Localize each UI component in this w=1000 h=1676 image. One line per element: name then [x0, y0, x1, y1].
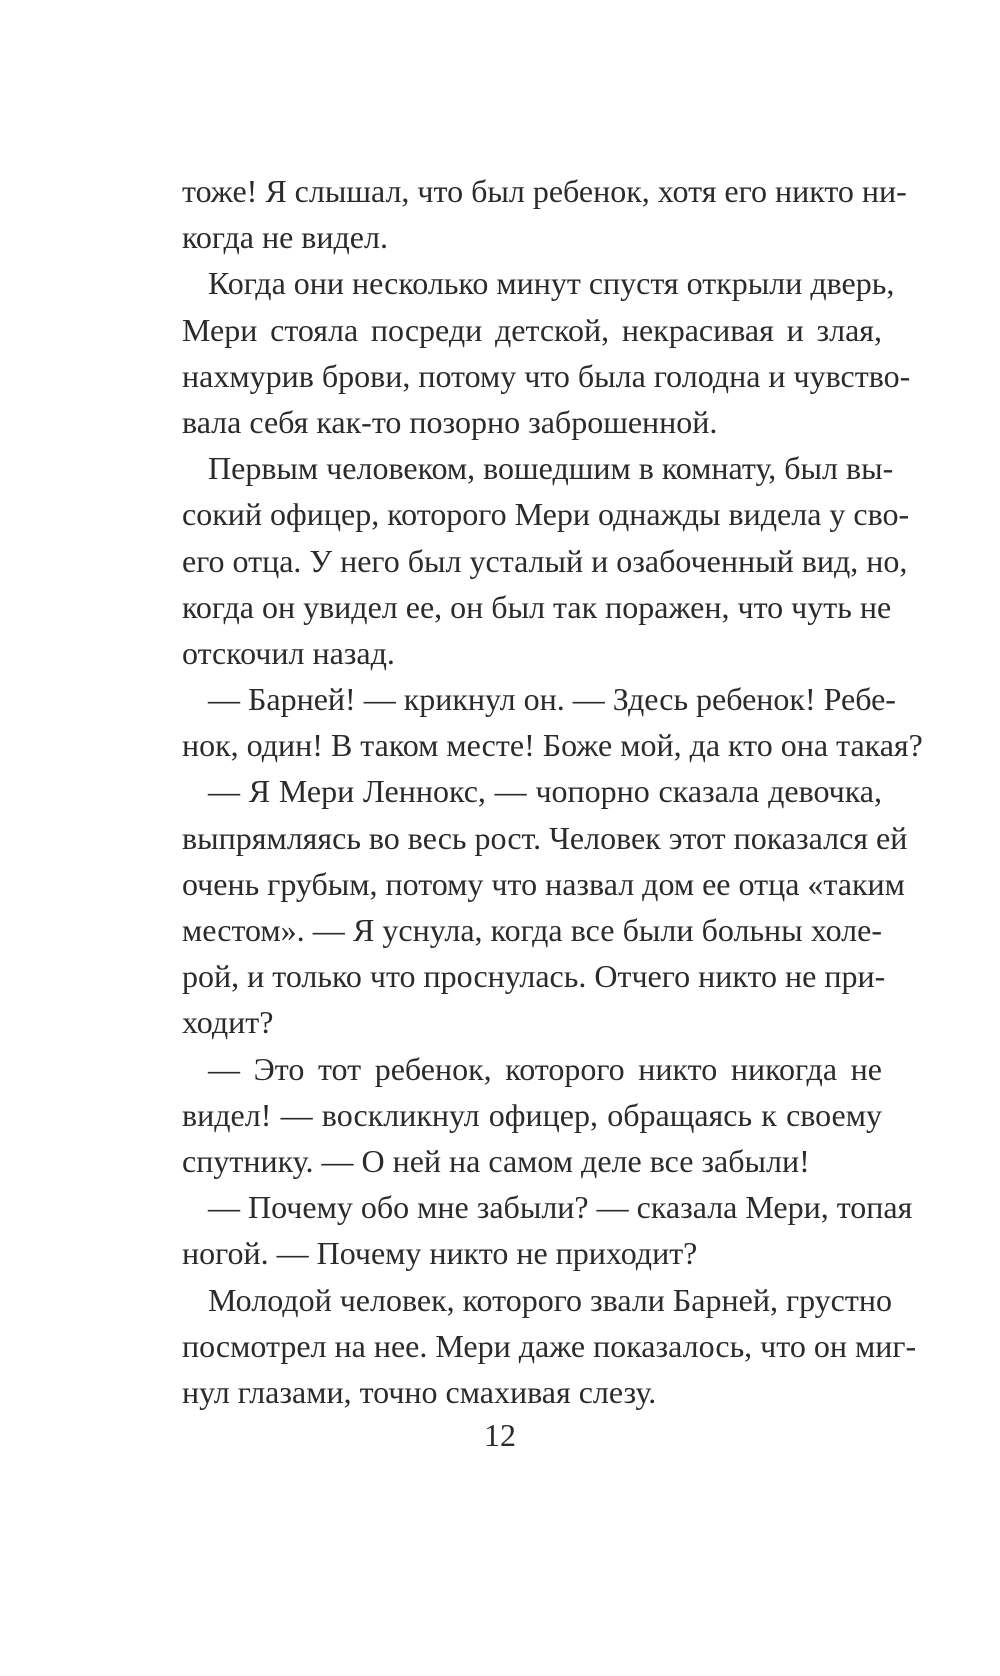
- text-line: сокий офицер, которого Мери однажды видела у сво-: [182, 496, 910, 533]
- text-line: нул глазами, точно смахивая слезу.: [182, 1373, 657, 1410]
- text-line: — Я Мери Леннокс, — чопорно сказала девочка,: [208, 773, 882, 810]
- text-line: рой, и только что проснулась. Отчего никто не при-: [182, 958, 886, 995]
- text-line: вала себя как-то позорно заброшенной.: [182, 403, 718, 440]
- text-line: нахмурив брови, потому что была голодна и чувство-: [182, 357, 911, 394]
- text-line: Молодой человек, которого звали Барней, грустно: [208, 1281, 892, 1318]
- text-line: ногой. — Почему никто не приходит?: [182, 1235, 698, 1272]
- text-line: очень грубым, потому что назвал дом ее отца «таким: [182, 865, 905, 902]
- text-line: его отца. У него был усталый и озабоченный вид, но,: [182, 542, 908, 579]
- text-line: когда не видел.: [182, 219, 388, 256]
- body-text: [182, 168, 923, 1415]
- text-line: когда он увидел ее, он был так поражен, что чуть не: [182, 588, 892, 625]
- text-line: тоже! Я слышал, что был ребенок, хотя его никто ни-: [182, 173, 907, 209]
- text-line: местом». — Я уснула, когда все были больны холе-: [182, 912, 882, 948]
- text-line: — Барней! — крикнул он. — Здесь ребенок! Ребе-: [208, 681, 896, 718]
- text-line: Когда они несколько минут спустя открыли дверь,: [208, 265, 895, 302]
- text-line: — Это тот ребенок, которого никто никогда не: [208, 1050, 882, 1087]
- text-line: выпрямляясь во весь рост. Человек этот показался ей: [182, 819, 908, 856]
- text-line: ходит?: [182, 1004, 274, 1041]
- text-line: спутнику. — О ней на самом деле все забыли!: [182, 1142, 810, 1179]
- text-line: — Почему обо мне забыли? — сказала Мери, топая: [208, 1189, 913, 1226]
- text-line: видел! — воскликнул офицер, обращаясь к своему: [182, 1096, 882, 1133]
- page-number: 12: [484, 1417, 516, 1453]
- text-line: нок, один! В таком месте! Боже мой, да кто она такая?: [182, 727, 923, 764]
- text-line: Первым человеком, вошедшим в комнату, был вы-: [208, 450, 894, 487]
- text-line: посмотрел на нее. Мери даже показалось, что он миг-: [182, 1327, 917, 1364]
- text-line: отскочил назад.: [182, 634, 395, 671]
- text-line: Мери стояла посреди детской, некрасивая и злая,: [182, 311, 882, 348]
